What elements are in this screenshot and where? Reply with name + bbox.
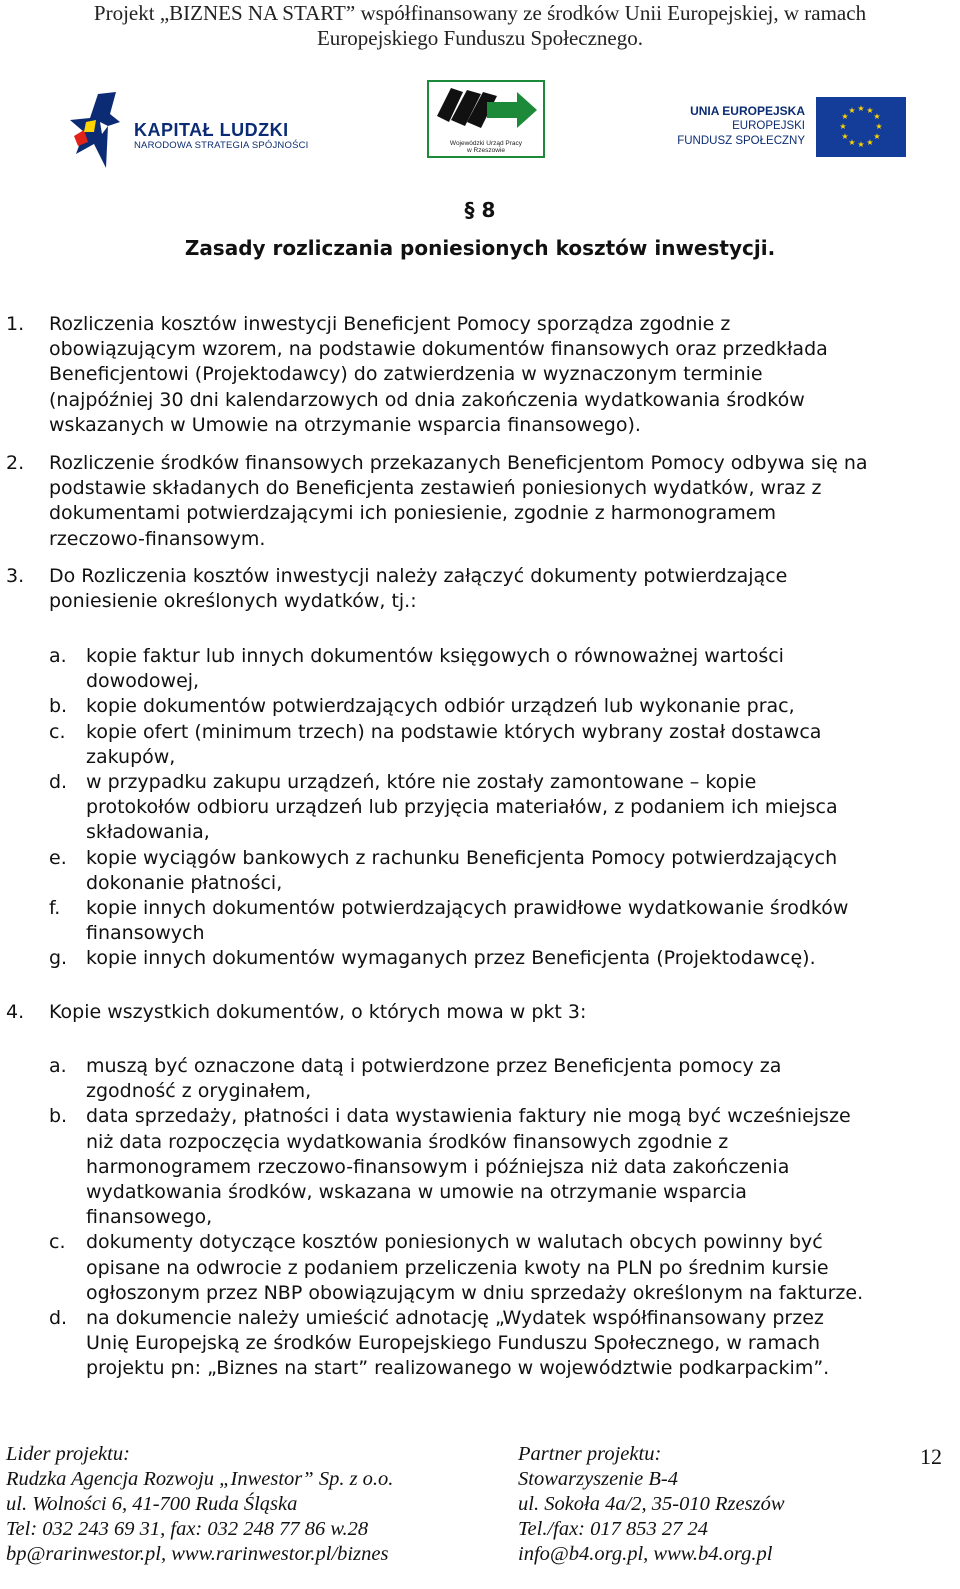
item-letter: g. — [49, 947, 68, 970]
item-4c-line-2: opisane na odwrocie z podaniem przeliczenia kwoty na PLN po średnim kursie — [86, 1256, 829, 1279]
footer-partner-label: Partner projektu: — [518, 1443, 662, 1465]
wup-caption-line-1: Wojewódzki Urząd Pracy — [449, 140, 523, 147]
item-4b-line-4: wydatkowania środków, wskazana w umowie na otrzymanie wsparcia — [86, 1181, 747, 1203]
item-4c-line-1: dokumenty dotyczące kosztów poniesionych w walutach obcych powinny być — [86, 1231, 823, 1254]
svg-text:★: ★ — [841, 132, 849, 141]
item-letter: b. — [49, 1105, 68, 1128]
wup-logo — [427, 80, 545, 158]
svg-text:★: ★ — [848, 138, 856, 147]
item-3d-line-2: protokołów odbioru urządzeń lub przyjęcia materiałów, z podaniem ich miejsca — [86, 796, 838, 819]
svg-text:★: ★ — [841, 112, 849, 121]
kapital-ludzki-subtitle: NARODOWA STRATEGIA SPÓJNOŚCI — [134, 140, 309, 151]
item-3e-line-1: kopie wyciągów bankowych z rachunku Beneficjenta Pomocy potwierdzających — [86, 846, 838, 869]
kapital-ludzki-title: KAPITAŁ LUDZKI — [134, 120, 289, 140]
item-3e-line-2: dokonanie płatności, — [86, 871, 283, 894]
item-letter: a. — [49, 1055, 67, 1077]
item-letter: d. — [49, 771, 68, 793]
point-2-line-3: dokumentami potwierdzającymi ich poniesienie, zgodnie z harmonogramem — [49, 502, 776, 525]
page-number: 12 — [920, 1444, 942, 1469]
item-4c-line-3: ogłoszonym przez NBP obowiązującym w dniu sprzedaży określonym na fakturze. — [86, 1281, 864, 1304]
item-4b-line-3: harmonogramem rzeczowo-finansowym i późniejsza niż data zakończenia — [86, 1155, 790, 1178]
section-title: Zasady rozliczania poniesionych kosztów inwestycji. — [184, 236, 776, 260]
point-number: 2. — [6, 452, 25, 474]
item-letter: c. — [49, 1231, 66, 1254]
item-4a-line-1: muszą być oznaczone datą i potwierdzone przez Beneficjenta pomocy za — [86, 1055, 782, 1077]
svg-text:★: ★ — [848, 106, 856, 115]
item-letter: c. — [49, 720, 66, 743]
ue-text — [672, 104, 805, 149]
eu-flag-icon — [816, 97, 906, 157]
item-3c-line-1: kopie ofert (minimum trzech) na podstawie których wybrany został dostawca — [86, 720, 822, 743]
kapital-ludzki-logo-icon — [70, 92, 120, 168]
footer-lider-name: Rudzka Agencja Rozwoju „Inwestor” Sp. z o.o. — [6, 1468, 394, 1490]
item-3d-line-1: w przypadku zakupu urządzeń, które nie zostały zamontowane – kopie — [86, 771, 757, 793]
item-4d-line-3: projektu pn: „Biznes na start” realizowanego w województwie podkarpackim”. — [86, 1357, 830, 1380]
header-line-2: Europejskiego Funduszu Społecznego. — [316, 26, 644, 50]
item-3d-line-3: składowania, — [86, 821, 210, 844]
point-1-line-2: obowiązującym wzorem, na podstawie dokumentów finansowych oraz przedkłada — [49, 338, 828, 361]
item-letter: e. — [49, 846, 67, 869]
point-4-text: Kopie wszystkich dokumentów, o których mowa w pkt 3: — [49, 1001, 587, 1023]
point-2-line-2: podstawie składanych do Beneficjenta zestawień poniesionych wydatków, wraz z — [49, 477, 822, 500]
footer-lider — [6, 1442, 393, 1567]
footer-lider-address: ul. Wolności 6, 41-700 Ruda Śląska — [6, 1493, 298, 1515]
item-4b-line-1: data sprzedaży, płatności i data wystawienia faktury nie mogą być wcześniejsze — [86, 1105, 851, 1128]
item-letter: d. — [49, 1307, 68, 1329]
item-4b-line-5: finansowego, — [86, 1206, 213, 1229]
svg-text:★: ★ — [857, 140, 865, 149]
point-number: 3. — [6, 565, 25, 587]
svg-text:★: ★ — [873, 132, 881, 141]
item-letter: b. — [49, 695, 68, 718]
svg-text:★: ★ — [857, 104, 865, 113]
footer-lider-contact: bp@rarinwestor.pl, www.rarinwestor.pl/biznes — [6, 1543, 389, 1565]
item-4d-line-2: Unię Europejską ze środków Europejskiego Funduszu Społecznego, w ramach — [86, 1332, 820, 1355]
footer-lider-label: Lider projektu: — [6, 1443, 130, 1465]
point-1-line-4: (najpóźniej 30 dni kalendarzowych od dnia zakończenia wydatkowania środków — [49, 388, 805, 411]
item-3f-line-2: finansowych — [86, 922, 205, 945]
wup-caption-line-2: w Rzeszowie — [467, 147, 505, 154]
item-letter: a. — [49, 645, 67, 667]
item-4a-line-2: zgodność z oryginałem, — [86, 1080, 312, 1103]
point-1-line-5: wskazanych w Umowie na otrzymanie wsparcia finansowego). — [49, 413, 641, 436]
item-3f-line-1: kopie innych dokumentów potwierdzających prawidłowe wydatkowanie środków — [86, 897, 849, 919]
header-line-1: Projekt „BIZNES NA START” współfinansowany ze środków Unii Europejskiej, w ramach — [93, 1, 867, 25]
item-3a-line-2: dowodowej, — [86, 670, 200, 693]
item-3c-line-2: zakupów, — [86, 745, 176, 768]
svg-text:★: ★ — [866, 106, 874, 115]
item-4b-line-2: niż data rozpoczęcia wydatkowania środków finansowych zgodnie z — [86, 1130, 729, 1153]
footer-lider-phone: Tel: 032 243 69 31, fax: 032 248 77 86 w.28 — [6, 1518, 369, 1540]
svg-text:★: ★ — [839, 122, 847, 131]
item-4d-line-1: na dokumencie należy umieścić adnotację „Wydatek współfinansowany przez — [86, 1307, 824, 1329]
ue-line-2: EUROPEJSKI — [732, 120, 805, 132]
point-2-line-1: Rozliczenie środków finansowych przekazanych Beneficjentom Pomocy odbywa się na — [49, 452, 868, 474]
svg-text:★: ★ — [866, 138, 874, 147]
point-2-line-4: rzeczowo-finansowym. — [49, 527, 266, 550]
kapital-ludzki-text — [134, 120, 309, 151]
footer-partner-address: ul. Sokoła 4a/2, 35-010 Rzeszów — [518, 1493, 785, 1515]
wup-cards-icon — [429, 82, 543, 138]
footer-partner-phone: Tel./fax: 017 853 27 24 — [518, 1518, 709, 1540]
footer-partner — [518, 1442, 785, 1567]
point-3-line-2: poniesienie określonych wydatków, tj.: — [49, 590, 417, 613]
wup-caption — [429, 140, 543, 154]
item-3b-line-1: kopie dokumentów potwierdzających odbiór urządzeń lub wykonanie prac, — [86, 695, 795, 718]
item-3a-line-1: kopie faktur lub innych dokumentów księgowych o równoważnej wartości — [86, 645, 784, 667]
point-number: 4. — [6, 1001, 25, 1023]
ue-line-1: UNIA EUROPEJSKA — [690, 104, 805, 118]
point-3-line-1: Do Rozliczenia kosztów inwestycji należy załączyć dokumenty potwierdzające — [49, 565, 788, 587]
ue-line-3: FUNDUSZ SPOŁECZNY — [677, 135, 805, 147]
svg-text:★: ★ — [875, 122, 883, 131]
section-number: § 8 — [464, 198, 496, 222]
point-1-line-1: Rozliczenia kosztów inwestycji Beneficjent Pomocy sporządza zgodnie z — [49, 313, 731, 335]
footer-partner-contact: info@b4.org.pl, www.b4.org.pl — [518, 1543, 773, 1565]
point-1-line-3: Beneficjentowi (Projektodawcy) do zatwierdzenia w wyznaczonym terminie — [49, 363, 763, 386]
footer-partner-name: Stowarzyszenie B-4 — [518, 1468, 678, 1490]
item-letter: f. — [49, 897, 61, 919]
point-number: 1. — [6, 313, 25, 335]
svg-text:★: ★ — [873, 112, 881, 121]
item-3g-line-1: kopie innych dokumentów wymaganych przez Beneficjenta (Projektodawcę). — [86, 947, 816, 970]
